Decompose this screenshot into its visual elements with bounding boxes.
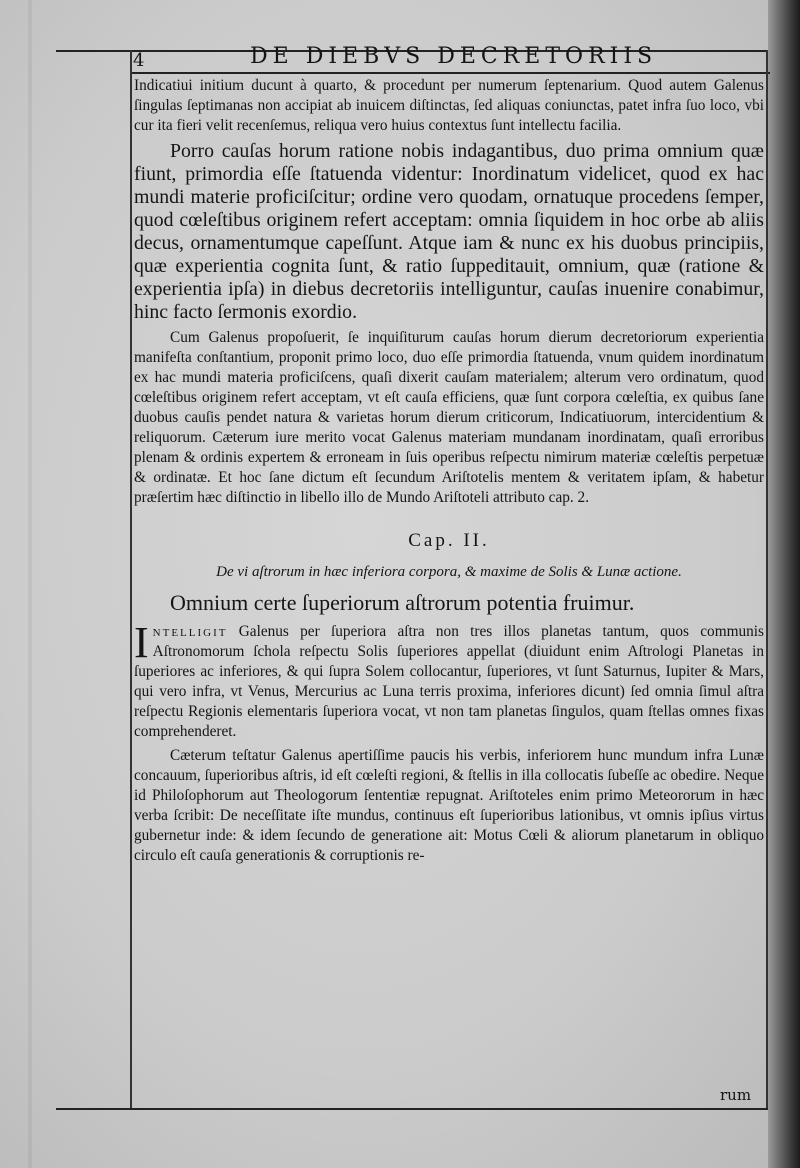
left-margin-rule (130, 50, 132, 1110)
small-caps-word: ntelligit (152, 623, 228, 640)
lemma-quote: Omnium certe ſuperiorum aſtrorum potentia fruimur. (170, 590, 635, 615)
chapter-heading: Cap. II. (408, 530, 490, 551)
text-block (134, 76, 764, 866)
paragraph-5: Cæterum teſtatur Galenus apertiſſime paucis his verbis, inferiorem hunc mundum infra Lunæ concauum, ſuperioribus aſtris, id eſt cœleſti regioni, & ſtellis in illa collocatis ſubeſſe ac obedire. Neque id Philoſophorum aut Theologorum ſententiæ repugnat. Ariſtoteles enim primo Meteororum in hæc verba ſcribit: De neceſſitate iſte mundus, continuus eſt ſuperioribus lationibus, vt omnis ipſius virtus gubernetur inde: & idem ſecundo de generatione ait: Motus Cœli & aliorum planetarum in obliquo circulo eſt cauſa generationis & corruptionis re- (134, 747, 764, 864)
chapter-subtitle: De vi aſtrorum in hæc inferiora corpora, & maxime de Solis & Lunæ actione. (216, 564, 682, 580)
catchword: rum (720, 1086, 752, 1104)
right-margin-rule (766, 50, 768, 1110)
paragraph-1: Indicatiui initium ducunt à quarto, & procedunt per numerum ſeptenarium. Quod autem Galenus ſingulas ſeptimanas non accipiat ab inuicem diſtinctas, ſed aliquas coniunctas, patet infra ſuo loco, vbi cur ita fieri velit recenſemus, reliqua vero huius contextus ſunt intellectu facilia. (134, 77, 764, 134)
paragraph-2: Porro cauſas horum ratione nobis indagantibus, duo prima omnium quæ fiunt, primordia eſſe ſtatuenda videntur: Inordinatum videlicet, quod ex hac mundi materie proficiſcitur; ordine vero quodam, ornatuque procedens ſemper, quod cœleſtibus originem refert acceptam: omnia ſiquidem in hoc orbe ab aliis decus, ornamentumque capeſſunt. Atque iam & nunc ex his duobus principiis, quæ experientia cognita ſunt, & ratio ſuppeditauit, omnium, quæ (ratione & experientia ipſa) in diebus decretoriis intelliguntur, cauſas inuenire conabimur, hinc facto ſermonis exordio. (134, 140, 764, 323)
paragraph-4-text: Galenus per ſuperiora aſtra non tres illos planetas tantum, quos communis Aſtronomorum ſchola reſpectu Solis ſuperiores appellat (diuidunt enim Aſtrologi Planetas in ſuperiores ac inferiores, & qui ſupra Solem collocantur, ſuperiores, vt ſunt Saturnus, Iupiter & Mars, qui vero infra, vt Venus, Mercurius ac Luna terris proxima, inferiores dicunt) ſed omnia ſimul aſtra reſpectu Regionis elementaris ſuperiora vocat, vt non tam planetas ſingulos, quam ſtellas omnes fixas comprehenderet. (134, 623, 764, 740)
page-number: 4 (133, 50, 145, 71)
paragraph-4 (134, 618, 764, 742)
header-rule (130, 72, 770, 74)
running-head: DE DIEBVS DECRETORIIS (250, 44, 658, 69)
paragraph-3: Cum Galenus propoſuerit, ſe inquiſiturum cauſas horum dierum decretoriorum experientia manifeſta conſtantium, proponit primo loco, duo eſſe primordia ſtatuenda, vnum quidem inordinatum ex hac mundi materia proficiſcens, quaſi dixerit cauſam materialem; alterum vero ordinatum, quod cœleſtibus originem refert acceptam, vt eſt cauſa efficiens, quæ ſunt corpora cœleſtia, ex quibus ſane duobus cauſis pendet natura & varietas horum dierum criticorum, Indicatiuorum, intercidentium & reliquorum. Cæterum iure merito vocat Galenus materiam mundanam inordinatam, quaſi erroribus plenam & ordinis expertem & erroneam in ſuis operibus reſpectu nimirum materiæ cœleſtis perpetuæ & ordinatæ. Et hoc ſane dictum eſt ſecundum Ariſtotelis mentem & veritatem ipſam, & habetur præſertim hæc diſtinctio in libello illo de Mundo Ariſtoteli attributo cap. 2. (134, 329, 764, 506)
paper-shadow (28, 0, 32, 1168)
drop-cap: I (134, 618, 149, 667)
bottom-rule (56, 1108, 768, 1110)
book-spine-shadow (768, 0, 800, 1168)
